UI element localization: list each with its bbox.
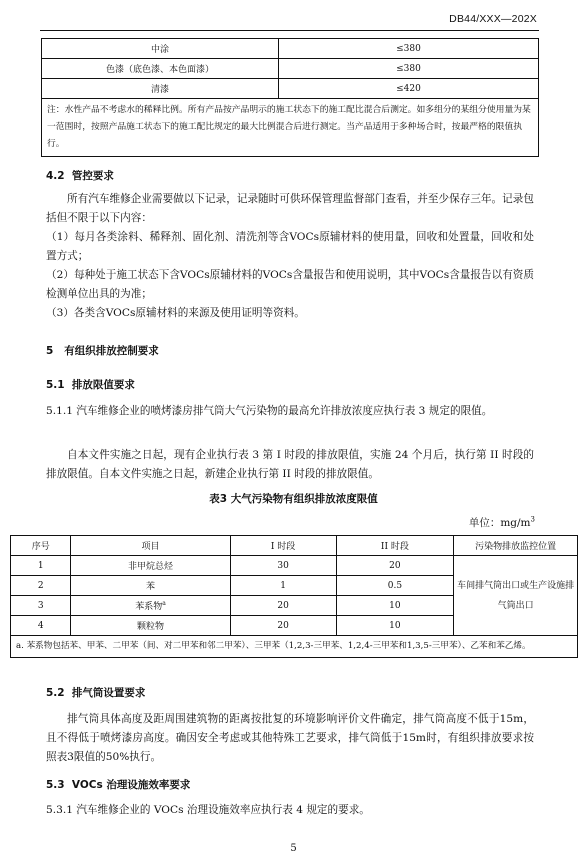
section-number: 5.2: [46, 687, 65, 699]
row-number: 4: [11, 616, 71, 636]
section-number: 5.3: [46, 779, 65, 791]
period-2-limit: 10: [336, 616, 454, 636]
paragraph: 自本文件实施之日起，现有企业执行表 3 第 I 时段的排放限值，实施 24 个月后，执行第 II 时段的排放限值。自本文件实施之日起，新建企业执行第 II 时段的排放限值。: [46, 449, 534, 480]
period-2-limit: 10: [336, 596, 454, 616]
coating-name: 中涂: [42, 39, 279, 59]
document-id: DB44/XXX—202X: [449, 13, 537, 25]
period-1-limit: 30: [230, 556, 336, 576]
column-header: 污染物排放监控位置: [454, 536, 578, 556]
section-5-2-heading: [46, 685, 145, 700]
clause-5-3-1: 5.3.1 汽车维修企业的 VOCs 治理设施效率应执行表 4 规定的要求。: [46, 804, 370, 816]
section-5-1-heading: [46, 377, 135, 392]
section-title: 有组织排放控制要求: [64, 345, 159, 357]
table-row: [42, 79, 539, 99]
column-header: II 时段: [336, 536, 454, 556]
monitor-location: 车间排气筒出口或生产设施排气筒出口: [454, 556, 578, 636]
section-5-heading: [46, 343, 159, 358]
voc-limit: ≤420: [279, 79, 539, 99]
period-1-limit: 20: [230, 616, 336, 636]
pollutant-name: 颗粒物: [71, 616, 230, 636]
coating-name: 色漆（底色漆、本色面漆）: [42, 59, 279, 79]
section-title: VOCs 治理设施效率要求: [71, 779, 191, 791]
period-1-limit: 20: [230, 596, 336, 616]
period-1-limit: 1: [230, 576, 336, 596]
coating-name: 清漆: [42, 79, 279, 99]
section-5-3-heading: [46, 777, 190, 792]
table-row: [11, 556, 578, 576]
paragraph: （3）各类含VOCs原辅材料的来源及使用证明等资料。: [46, 307, 305, 319]
paragraph: 排气筒具体高度及距周围建筑物的距离按批复的环境影响评价文件确定，排气筒高度不低于15m，且不得低于喷烤漆房高度。确因安全考虑或其他特殊工艺要求，排气筒低于15m时，有组织排放要求按照表3限值的50%执行。: [46, 713, 534, 763]
section-number: 4.2: [46, 170, 65, 182]
period-2-limit: 0.5: [336, 576, 454, 596]
paragraph: （2）每种处于施工状态下含VOCs原辅材料的VOCs含量报告和使用说明，其中VOCs含量报告以有资质检测单位出具的为准；: [46, 269, 534, 300]
table-3-caption: 表3 大气污染物有组织排放浓度限值: [209, 493, 378, 505]
table-note-row: [42, 99, 539, 157]
column-header: 序号: [11, 536, 71, 556]
section-title: 管控要求: [71, 170, 114, 182]
table-row: [42, 59, 539, 79]
table-3: [10, 535, 578, 658]
row-number: 2: [11, 576, 71, 596]
footnote-marker: a: [162, 600, 166, 607]
row-number: 1: [11, 556, 71, 576]
pollutant-name-cell: [71, 596, 230, 616]
header-rule: [40, 30, 539, 31]
table-note-row: [11, 636, 578, 658]
pollutant-name: 非甲烷总烃: [71, 556, 230, 576]
voc-limit: ≤380: [279, 59, 539, 79]
period-2-limit: 20: [336, 556, 454, 576]
paragraph: 所有汽车维修企业需要做以下记录，记录随时可供环保管理监督部门查看，并至少保存三年。记录包括但不限于以下内容：: [46, 193, 534, 224]
pollutant-name: 苯系物: [135, 602, 163, 612]
section-number: 5: [46, 345, 54, 357]
table-row: [42, 39, 539, 59]
table-1-note: 注：水性产品不考虑水的稀释比例。所有产品按产品明示的施工状态下的施工配比混合后测定。如多组分的某组分使用量为某一范围时，按照产品施工状态下的施工配比规定的最大比例混合后进行测定。当产品适用于多种场合时，按最严格的限值执行。: [42, 99, 539, 157]
voc-limit: ≤380: [279, 39, 539, 59]
column-header: I 时段: [230, 536, 336, 556]
unit-label: 单位：$mg/m^3$: [468, 515, 535, 529]
paragraph: （1）每月各类涂料、稀释剂、固化剂、清洗剂等含VOCs原辅材料的使用量，回收和处置量，回收和处置方式；: [46, 231, 534, 262]
table-header-row: [11, 536, 578, 556]
column-header: 项目: [71, 536, 230, 556]
section-title: 排放限值要求: [71, 379, 135, 391]
clause-5-1-1: 5.1.1 汽车维修企业的喷烤漆房排气筒大气污染物的最高允许排放浓度应执行表 3 规定的限值。: [46, 405, 493, 417]
section-4-2-heading: [46, 168, 114, 183]
section-number: 5.1: [46, 379, 65, 391]
table-1-continuation: [41, 38, 539, 157]
pollutant-name: 苯: [71, 576, 230, 596]
row-number: 3: [11, 596, 71, 616]
table-3-note: a. 苯系物包括苯、甲苯、二甲苯（间、对二甲苯和邻二甲苯）、三甲苯（1,2,3-三甲苯、1,2,4-三甲苯和1,3,5-三甲苯）、乙苯和苯乙烯。: [11, 636, 578, 658]
section-title: 排气筒设置要求: [71, 687, 146, 699]
page-number: 5: [290, 843, 297, 854]
